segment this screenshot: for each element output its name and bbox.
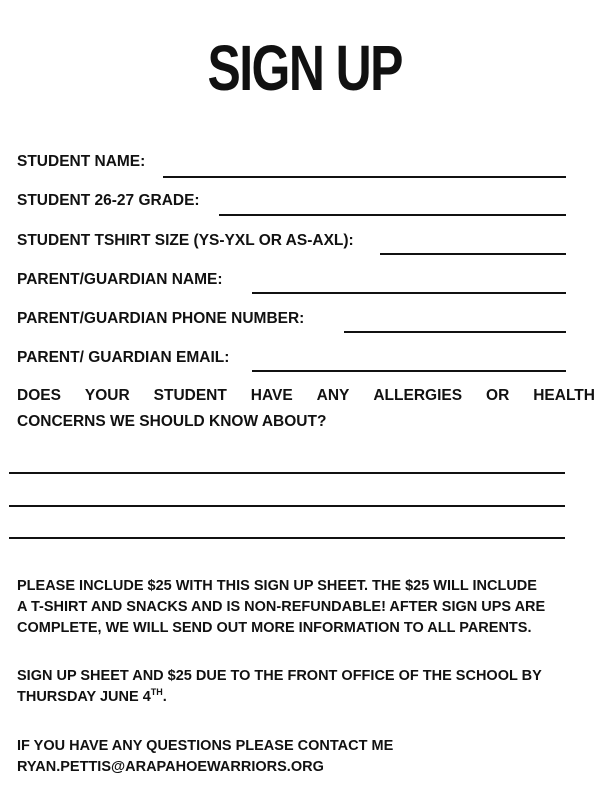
contact-paragraph <box>17 736 607 778</box>
page-title: SIGN UP <box>207 32 402 104</box>
payment-line: A T-SHIRT AND SNACKS AND IS NON-REFUNDABLE! AFTER SIGN UPS ARE <box>17 599 546 615</box>
health-question-line-1 <box>17 383 595 409</box>
due-line-1: SIGN UP SHEET AND $25 DUE TO THE FRONT OFFICE OF THE SCHOOL BY <box>17 668 542 684</box>
question-word: STUDENT <box>153 387 227 404</box>
contact-email: RYAN.PETTIS@ARAPAHOEWARRIORS.ORG <box>17 759 324 775</box>
health-answer-line-1[interactable] <box>9 472 565 474</box>
due-date-text: THURSDAY JUNE 4 <box>17 689 151 705</box>
health-answer-line-3[interactable] <box>9 537 565 539</box>
student-grade-field[interactable] <box>219 214 566 216</box>
contact-line: IF YOU HAVE ANY QUESTIONS PLEASE CONTACT ME <box>17 738 394 754</box>
parent-name-label: PARENT/GUARDIAN NAME: <box>17 271 223 288</box>
parent-email-field[interactable] <box>252 370 566 372</box>
question-word: HAVE <box>250 387 293 404</box>
health-question <box>17 383 595 435</box>
parent-phone-field[interactable] <box>344 331 566 333</box>
due-line-2 <box>17 687 607 708</box>
parent-name-field[interactable] <box>252 292 566 294</box>
question-word: HEALTH <box>533 387 595 404</box>
payment-line: COMPLETE, WE WILL SEND OUT MORE INFORMATION TO ALL PARENTS. <box>17 620 532 636</box>
due-date-period: . <box>162 689 167 705</box>
due-paragraph <box>17 666 607 708</box>
question-word: ALLERGIES <box>373 387 463 404</box>
tshirt-size-label: STUDENT TSHIRT SIZE (YS-YXL OR AS-AXL): <box>17 232 354 249</box>
student-name-label: STUDENT NAME: <box>17 153 146 170</box>
date-ordinal-suffix: TH <box>150 687 163 697</box>
parent-phone-label: PARENT/GUARDIAN PHONE NUMBER: <box>17 310 305 327</box>
student-name-field[interactable] <box>163 176 566 178</box>
question-word: DOES <box>17 387 61 404</box>
payment-paragraph <box>17 576 607 639</box>
health-question-line-2: CONCERNS WE SHOULD KNOW ABOUT? <box>17 413 327 430</box>
parent-email-label: PARENT/ GUARDIAN EMAIL: <box>17 349 230 366</box>
health-answer-line-2[interactable] <box>9 505 565 507</box>
payment-line: PLEASE INCLUDE $25 WITH THIS SIGN UP SHEET. THE $25 WILL INCLUDE <box>17 578 537 594</box>
tshirt-size-field[interactable] <box>380 253 566 255</box>
question-word: YOUR <box>84 387 130 404</box>
question-word: OR <box>486 387 510 404</box>
question-word: ANY <box>316 387 350 404</box>
student-grade-label: STUDENT 26-27 GRADE: <box>17 192 200 209</box>
